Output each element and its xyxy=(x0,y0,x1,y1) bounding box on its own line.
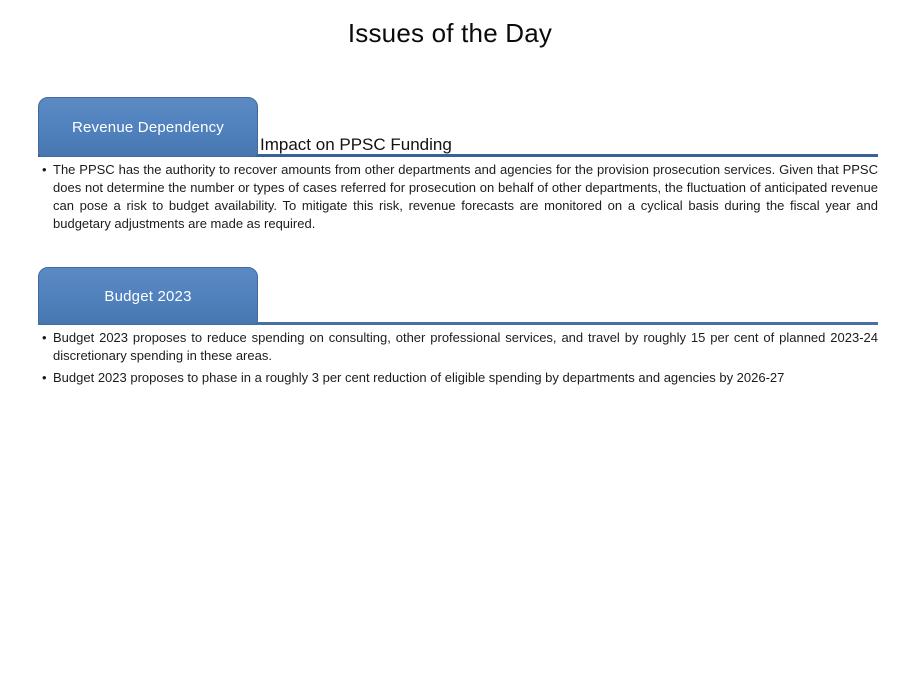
budget-2023-tab[interactable] xyxy=(38,267,258,325)
revenue-dependency-tab[interactable] xyxy=(38,97,258,157)
section-header xyxy=(38,97,878,157)
bullet-item: • Budget 2023 proposes to phase in a roughly 3 per cent reduction of eligible spending by departments and agencies by 2026-27 xyxy=(42,369,878,387)
tab-label: Budget 2023 xyxy=(104,287,192,305)
slide-title: Issues of the Day xyxy=(347,18,553,48)
tab-label: Revenue Dependency xyxy=(71,118,225,136)
section-header xyxy=(38,267,878,325)
bullet-item: • Budget 2023 proposes to reduce spending on consulting, other professional services, and travel by roughly 15 per cent of planned 2023-24 discretionary spending in these areas. xyxy=(42,329,878,365)
section-budget-2023 xyxy=(38,267,878,391)
bullet-list xyxy=(38,329,878,387)
section-subheading: Impact on PPSC Funding xyxy=(260,135,452,154)
bullet-item: • The PPSC has the authority to recover amounts from other departments and agencies for the provision prosecution services. Given that PPSC does not determine the number or types of cases referred for prosecution on behalf of other departments, the fluctuation of anticipated revenue can pose a risk to budget availability. To mitigate this risk, revenue forecasts are monitored on a cyclical basis during the fiscal year and budgetary adjustments are made as required. xyxy=(42,161,878,233)
bullet-list xyxy=(38,161,878,233)
section-revenue-dependency xyxy=(38,97,878,237)
